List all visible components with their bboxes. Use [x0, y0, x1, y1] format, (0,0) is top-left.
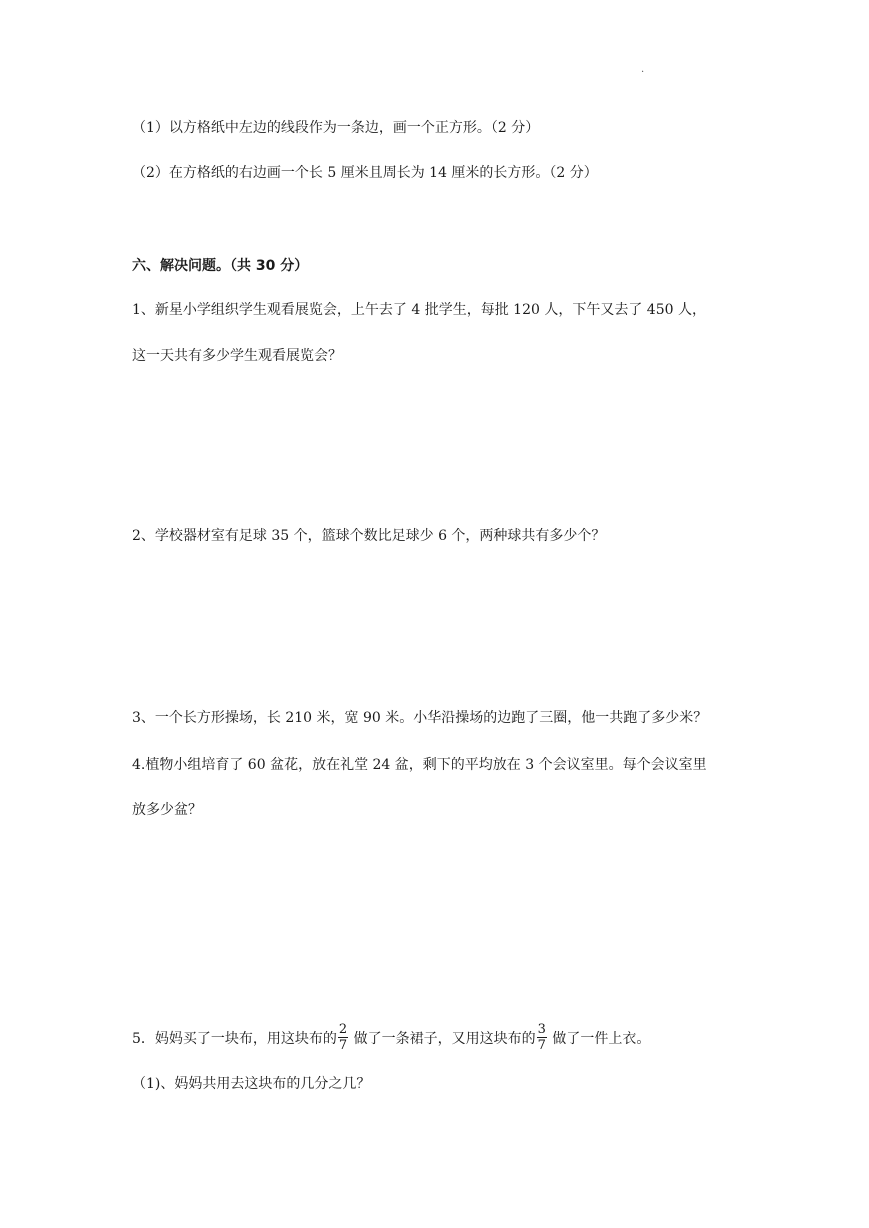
fraction-two-sevenths — [338, 1022, 348, 1053]
fraction-1-denominator: 7 — [338, 1037, 348, 1053]
problem-1-line-1: 1、新星小学组织学生观看展览会，上午去了 4 批学生，每批 120 人，下午又去了 450 人， — [132, 302, 706, 318]
section-title: 六、解决问题。（共 30 分） — [132, 258, 309, 274]
corner-dot: . — [641, 64, 645, 75]
fraction-2-numerator: 3 — [537, 1021, 546, 1037]
problem-4-line-2: 放多少盆？ — [132, 802, 202, 818]
drawing-question-2: （2）在方格纸的右边画一个长 5 厘米且周长为 14 厘米的长方形。（2 分） — [132, 165, 598, 181]
fraction-1-numerator: 2 — [338, 1021, 348, 1037]
problem-5-subquestion-1: （1)、妈妈共用去这块布的几分之几？ — [132, 1076, 371, 1092]
problem-5-text-2: 做了一条裙子，又用这块布的 — [349, 1031, 536, 1047]
fraction-three-sevenths — [537, 1022, 547, 1053]
problem-2: 2、学校器材室有足球 35 个，篮球个数比足球少 6 个，两种球共有多少个？ — [132, 528, 606, 544]
problem-5-text-3: 做了一件上衣。 — [547, 1031, 651, 1047]
problem-3: 3、一个长方形操场，长 210 米，宽 90 米。小华沿操场的边跑了三圈，他一共跑了多少米？ — [132, 710, 708, 726]
fraction-2-denominator: 7 — [537, 1037, 546, 1053]
problem-5-text-1: 5．妈妈买了一块布，用这块布的 — [132, 1031, 337, 1047]
problem-1-line-2: 这一天共有多少学生观看展览会？ — [132, 348, 342, 364]
problem-4-line-1: 4.植物小组培育了 60 盆花，放在礼堂 24 盆，剩下的平均放在 3 个会议室里。每个会议室里 — [132, 757, 707, 773]
drawing-question-1: （1）以方格纸中左边的线段作为一条边，画一个正方形。（2 分） — [132, 120, 540, 136]
problem-5 — [132, 1022, 650, 1056]
